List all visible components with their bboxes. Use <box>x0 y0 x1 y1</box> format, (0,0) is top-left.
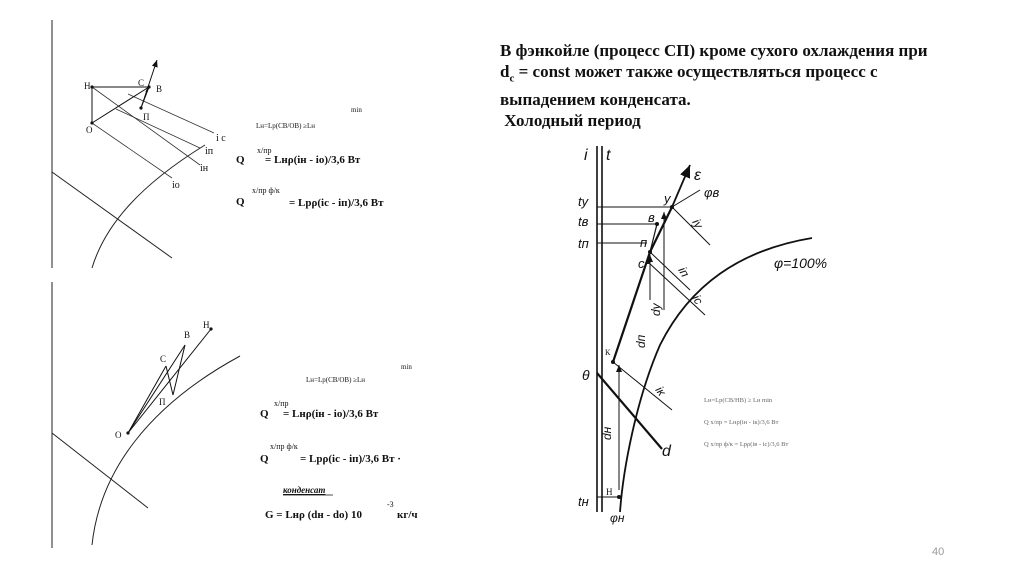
bottom-panel <box>52 282 418 548</box>
top-label-o: О <box>86 125 93 135</box>
id-label-phi100: φ=100% <box>774 255 828 271</box>
id-label-phi-h: φн <box>610 511 625 525</box>
bottom-label-b: В <box>184 330 191 340</box>
top-label-io: io <box>172 180 180 191</box>
top-isoline-io <box>92 123 172 178</box>
title-line-2-sub: c <box>509 72 515 85</box>
id-label-k: К <box>605 348 611 357</box>
id-label-c: с <box>638 256 645 271</box>
top-formula-l-sup: min <box>351 106 362 114</box>
id-label-dp: dп <box>634 334 648 348</box>
id-label-dy: dу <box>649 303 663 316</box>
bottom-formula-q1-q: Q <box>260 408 269 420</box>
top-formula-q2-q: Q <box>236 196 245 208</box>
bottom-formula-q2-q: Q <box>260 453 269 465</box>
bottom-panel-saturation-curve <box>92 356 240 545</box>
bottom-point-h <box>209 327 212 330</box>
id-chart <box>578 146 827 525</box>
bottom-label-c: С <box>160 354 167 364</box>
title-line-4-text: Холодный период <box>504 111 641 131</box>
top-point-p <box>139 106 142 109</box>
id-label-theta: θ <box>582 367 590 383</box>
id-label-ik: iк <box>652 383 669 399</box>
top-isoline-ic <box>128 94 214 133</box>
top-isoline-ip <box>116 109 200 148</box>
id-label-b: в <box>648 210 655 225</box>
top-formula-q1-sup: х/пр <box>257 146 272 155</box>
bottom-formula-l: Lн=Lp(CB/OB) ≥Lн <box>306 376 366 384</box>
top-label-ic: i c <box>216 133 226 144</box>
bottom-formula-g-sup: -3 <box>387 500 394 509</box>
id-label-th: tн <box>578 494 589 509</box>
id-epsilon-arrow <box>672 165 690 207</box>
id-label-ip: iп <box>675 264 693 280</box>
top-isoline-ih <box>92 87 200 165</box>
title-line-2-rest: = const может также осуществляться процесс с <box>514 62 878 81</box>
id-label-ty: tу <box>578 194 589 209</box>
bottom-line-b-p <box>173 345 185 395</box>
bottom-condensate-label: конденсат <box>283 485 326 495</box>
bottom-formula-q2-rest: = Lpρ(ic - iп)/3,6 Вт · <box>300 453 401 465</box>
id-label-h: Н <box>606 487 613 497</box>
top-label-b: В <box>156 84 163 94</box>
id-label-p: п <box>640 235 648 250</box>
id-small-formula-2: Q х/пр = Lнρ(iн - iк)/3,6 Вт <box>704 419 779 426</box>
id-label-ic: iс <box>689 292 706 308</box>
id-label-tb: tв <box>578 214 589 229</box>
top-formula-l: Lн=Lp(CB/OB) ≥Lн <box>256 122 316 130</box>
id-point-y <box>670 205 674 209</box>
bottom-point-o <box>126 431 129 434</box>
id-label-d: d <box>662 443 671 460</box>
id-label-dh: dн <box>600 426 614 440</box>
top-label-c: С <box>138 78 145 88</box>
title-line-1: В фэнкойле (процесс СП) кроме сухого охлаждения при <box>500 41 928 60</box>
top-panel <box>52 20 384 268</box>
title-line-2-var: d <box>500 62 510 81</box>
top-label-ih: iн <box>200 163 209 174</box>
id-point-p <box>648 250 652 254</box>
id-point-h <box>617 495 621 499</box>
bottom-line-c-p <box>166 366 173 395</box>
bottom-formula-g: G = Lнρ (dн - dо) 10 <box>265 509 362 521</box>
bottom-line-o-b <box>128 345 185 433</box>
id-label-epsilon: ε <box>694 167 702 184</box>
bottom-label-o: О <box>115 430 122 440</box>
id-label-tp: tп <box>578 236 589 251</box>
id-small-formula-3: Q х/пр ф/к = Lрρ(iв - iс)/3,6 Вт <box>704 441 789 448</box>
top-label-p: П <box>143 112 150 122</box>
id-point-b <box>655 222 659 226</box>
top-formula-q1-rest: = Lнρ(iн - iо)/3,6 Вт <box>265 154 361 166</box>
id-label-phi-b: φв <box>704 185 720 200</box>
top-label-h: Н <box>84 81 91 91</box>
bottom-panel-diagonal <box>52 433 148 508</box>
bottom-formula-q1-rest: = Lнρ(iн - iо)/3,6 Вт <box>283 408 379 420</box>
top-point-h <box>90 85 93 88</box>
id-axis-t-label: t <box>606 147 611 164</box>
id-axis-i-label: i <box>584 147 588 164</box>
top-label-ip: iп <box>205 146 214 157</box>
top-panel-diagonal <box>52 172 172 258</box>
id-small-formula-1: Lн=Lр(CB/HB) ≥ Lн min <box>704 397 773 404</box>
top-line-o-b <box>92 87 149 123</box>
top-formula-q1-q: Q <box>236 154 245 166</box>
id-label-iy: iу <box>689 216 706 232</box>
id-point-c <box>646 260 650 264</box>
top-point-b <box>147 85 150 88</box>
bottom-label-p: П <box>159 397 166 407</box>
bottom-formula-q1-sup: х/пр <box>274 399 289 408</box>
title-line-3: выпадением конденсата. <box>500 90 691 110</box>
bottom-label-h: Н <box>203 320 210 330</box>
bottom-formula-l-sup: min <box>401 363 412 371</box>
page-number: 40 <box>932 546 945 558</box>
bottom-formula-q2-sup: х/пр ф/к <box>270 442 298 451</box>
top-formula-q2-sup: х/пр ф/к <box>252 186 280 195</box>
id-point-k <box>611 360 615 364</box>
id-label-y: у <box>664 191 671 206</box>
top-panel-saturation-curve <box>92 145 205 268</box>
bottom-formula-g-unit: кг/ч <box>397 509 418 521</box>
id-curve-phi100 <box>620 238 812 512</box>
top-formula-q2-rest: = Lpρ(ic - iп)/3,6 Вт <box>289 197 384 209</box>
